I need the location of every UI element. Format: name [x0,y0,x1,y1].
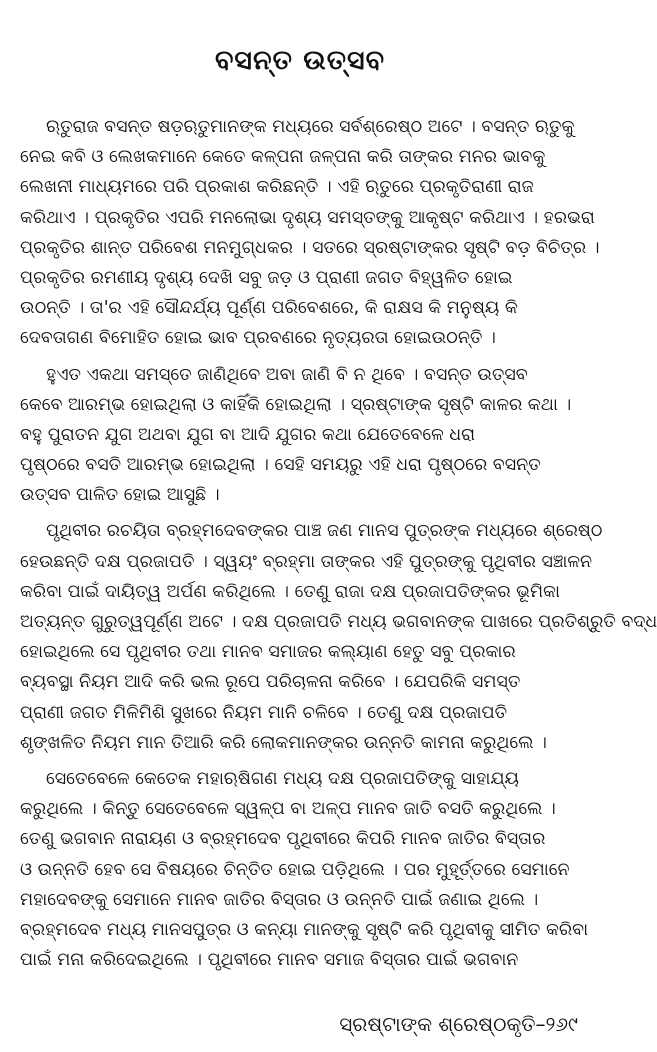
text-line: ଦେବତାଗଣ ବିମୋହିତ ହୋଇ ଭାବ ପ୍ରବଣରେ ନୃତ୍ୟରତା ହୋଇଉଠନ୍ତି । [20,328,496,349]
page-title: ବସନ୍ତ ଉତ୍ସବ [214,45,386,76]
text-line: ଅତ୍ୟନ୍ତ ଗୁରୁତ୍ୱପୂର୍ଣ୍ଣ ଅଟେ । ଦକ୍ଷ ପ୍ରଜାପତି ମଧ୍ୟ ଭଗବାନଙ୍କ ପାଖରେ ପ୍ରତିଶ୍ରୁତି ବଦ୍ଧ [20,612,657,632]
text-line: ପ୍ରାଣୀ ଜଗତ ମିଳିମିଶି ସୁଖରେ ନିୟମ ମାନି ଚଳିବେ । ତେଣୁ ଦକ୍ଷ ପ୍ରଜାପତି [20,702,508,723]
text-line: ତେଣୁ ଭଗବାନ ନାରାୟଣ ଓ ବ୍ରହ୍ମଦେବ ପୃଥିବୀରେ କିପରି ମାନବ ଜାତିର ବିସ୍ତାର [20,829,546,850]
text-line: ବହୁ ପୁରାତନ ଯୁଗ ଅଥବା ଯୁଗ ବା ଆଦି ଯୁଗର କଥା ଯେତେବେଳେ ଧରା [20,424,476,445]
text-line: ଋତୁରାଜ ବସନ୍ତ ଷଡ଼ଋତୁମାନଙ୍କ ମଧ୍ୟରେ ସର୍ବଶ୍ରେଷ୍ଠ ଅଟେ । ବସନ୍ତ ଋତୁକୁ [46,117,575,137]
body-text [20,112,657,981]
text-line: ବ୍ୟବସ୍ଥା ନିୟମ ଆଦି କରି ଭଲ ରୂପେ ପରିଚାଳନା କରିବେ । ଯେପରିକି ସମସ୍ତ [20,672,521,693]
text-line: ଲେଖନୀ ମାଧ୍ୟମରେ ପରି ପ୍ରକାଶ କରିଛନ୍ତି । ଏହି ଋତୁରେ ପ୍ରକୃତିରାଣୀ ରାଜ [20,177,534,198]
text-line: ଉଠନ୍ତି । ତା'ର ଏହି ସୌନ୍ଦର୍ଯ୍ୟ ପୂର୍ଣ୍ଣ ପରିବେଶରେ, କି ରାକ୍ଷସ କି ମନୁଷ୍ୟ କି [20,298,518,319]
text-line: ସେତେବେଳେ କେତେକ ମହାଋଷିଗଣ ମଧ୍ୟ ଦକ୍ଷ ପ୍ରଜାପତିଙ୍କୁ ସାହାଯ୍ୟ [46,768,519,789]
text-line: ଉତ୍ସବ ପାଳିତ ହୋଇ ଆସୁଛି । [20,485,220,506]
text-line: ପୃଷ୍ଠରେ ବସତି ଆରମ୍ଭ ହୋଇଥିଲା । ସେହି ସମୟରୁ ଏହି ଧରା ପୃଷ୍ଠରେ ବସନ୍ତ [20,455,541,476]
text-line: କରୁଥିଲେ । କିନ୍ତୁ ସେତେବେଳେ ସ୍ୱଳ୍ପ ବା ଅଳ୍ପ ମାନବ ଜାତି ବସତି କରୁଥିଲେ । [20,799,556,820]
text-line: ପ୍ରକୃତିର ରମଣୀୟ ଦୃଶ୍ୟ ଦେଖି ସବୁ ଜଡ଼ ଓ ପ୍ରାଣୀ ଜଗତ ବିହ୍ୱଳିତ ହୋଇ [20,267,513,288]
paragraph-4 [20,764,589,975]
text-line: ଓ ଉନ୍ନତି ହେବ ସେ ବିଷୟରେ ଚିନ୍ତିତ ହୋଇ ପଡ଼ିଥିଲେ । ପର ମୁହୂର୍ତ୍ତରେ ସେମାନେ [20,859,570,880]
text-line: ମହାଦେବଙ୍କୁ ସେମାନେ ମାନବ ଜାତିର ବିସ୍ତାର ଓ ଉନ୍ନତି ପାଇଁ ଜଣାଇ ଥିଲେ । [20,889,539,910]
text-line: କରିଥାଏ । ପ୍ରକୃତିର ଏପରି ମନଲୋଭା ଦୃଶ୍ୟ ସମସ୍ତଙ୍କୁ ଆକୃଷ୍ଟ କରିଥାଏ । ହରଭରା [20,207,595,228]
text-line: ହେଉଛନ୍ତି ଦକ୍ଷ ପ୍ରଜାପତି । ସ୍ୱୟଂ ବ୍ରହ୍ମା ତାଙ୍କର ଏହି ପୁତ୍ରଙ୍କୁ ପୃଥିବୀର ସଞ୍ଚାଳନ [20,551,593,572]
text-line: ବ୍ରହ୍ମଦେବ ମଧ୍ୟ ମାନସପୁତ୍ର ଓ କନ୍ୟା ମାନଙ୍କୁ ସୃଷ୍ଟି କରି ପୃଥିବୀକୁ ସୀମିତ କରିବା [20,919,589,940]
paragraph-1 [20,112,600,354]
text-line: ହୁଏତ ଏକଥା ସମସ୍ତେ ଜାଣିଥିବେ ଅବା ଜାଣି ବି ନ ଥିବେ । ବସନ୍ତ ଉତ୍ସବ [46,364,528,385]
text-line: ପୃଥିବୀର ରଚୟିତା ବ୍ରହ୍ମଦେବଙ୍କର ପାଞ୍ଚ ଜଣ ମାନସ ପୁତ୍ରଙ୍କ ମଧ୍ୟରେ ଶ୍ରେଷ୍ଠ [46,521,603,542]
text-line: କେବେ ଆରମ୍ଭ ହୋଇଥିଲା ଓ କାହିଁକି ହୋଇଥିଲା । ସ୍ରଷ୍ଟାଙ୍କ ସୃଷ୍ଟି କାଳର କଥା । [20,394,572,415]
text-line: କରିବା ପାଇଁ ଦାୟିତ୍ୱ ଅର୍ପଣ କରିଥିଲେ । ତେଣୁ ରାଜା ଦକ୍ଷ ପ୍ରଜାପତିଙ୍କର ଭୂମିକା [20,581,560,602]
paragraph-2 [20,360,584,511]
text-line: ହୋଇଥିଲେ ସେ ପୃଥିବୀର ତଥା ମାନବ ସମାଜର କଲ୍ୟାଣ ହେତୁ ସବୁ ପ୍ରକାର [20,642,516,663]
text-line: ଶୃଙ୍ଖଳିତ ନିୟମ ମାନ ତିଆରି କରି ଲୋକମାନଙ୍କର ଉନ୍ନତି କାମନା କରୁଥିଲେ । [20,732,547,753]
text-line: ପାଇଁ ମନା କରିଦେଇଥିଲେ । ପୃଥିବୀରେ ମାନବ ସମାଜ ବିସ୍ତାର ପାଇଁ ଭଗବାନ [20,950,519,971]
page-footer: ସ୍ରଷ୍ଟାଙ୍କ ଶ୍ରେଷ୍ଠକୃତି–୨୬୯ [339,1012,578,1036]
text-line: ପ୍ରକୃତିର ଶାନ୍ତ ପରିବେଶ ମନମୁଗ୍ଧକର । ସତରେ ସ୍ରଷ୍ଟାଙ୍କର ସୃଷ୍ଟି ବଡ଼ ବିଚିତ୍ର । [20,237,600,258]
paragraph-3 [20,516,657,758]
text-line: ନେଇ କବି ଓ ଲେଖକମାନେ କେତେ କଳ୍ପନା ଜଳ୍ପନା କରି ତାଙ୍କର ମନର ଭାବକୁ [20,147,546,168]
